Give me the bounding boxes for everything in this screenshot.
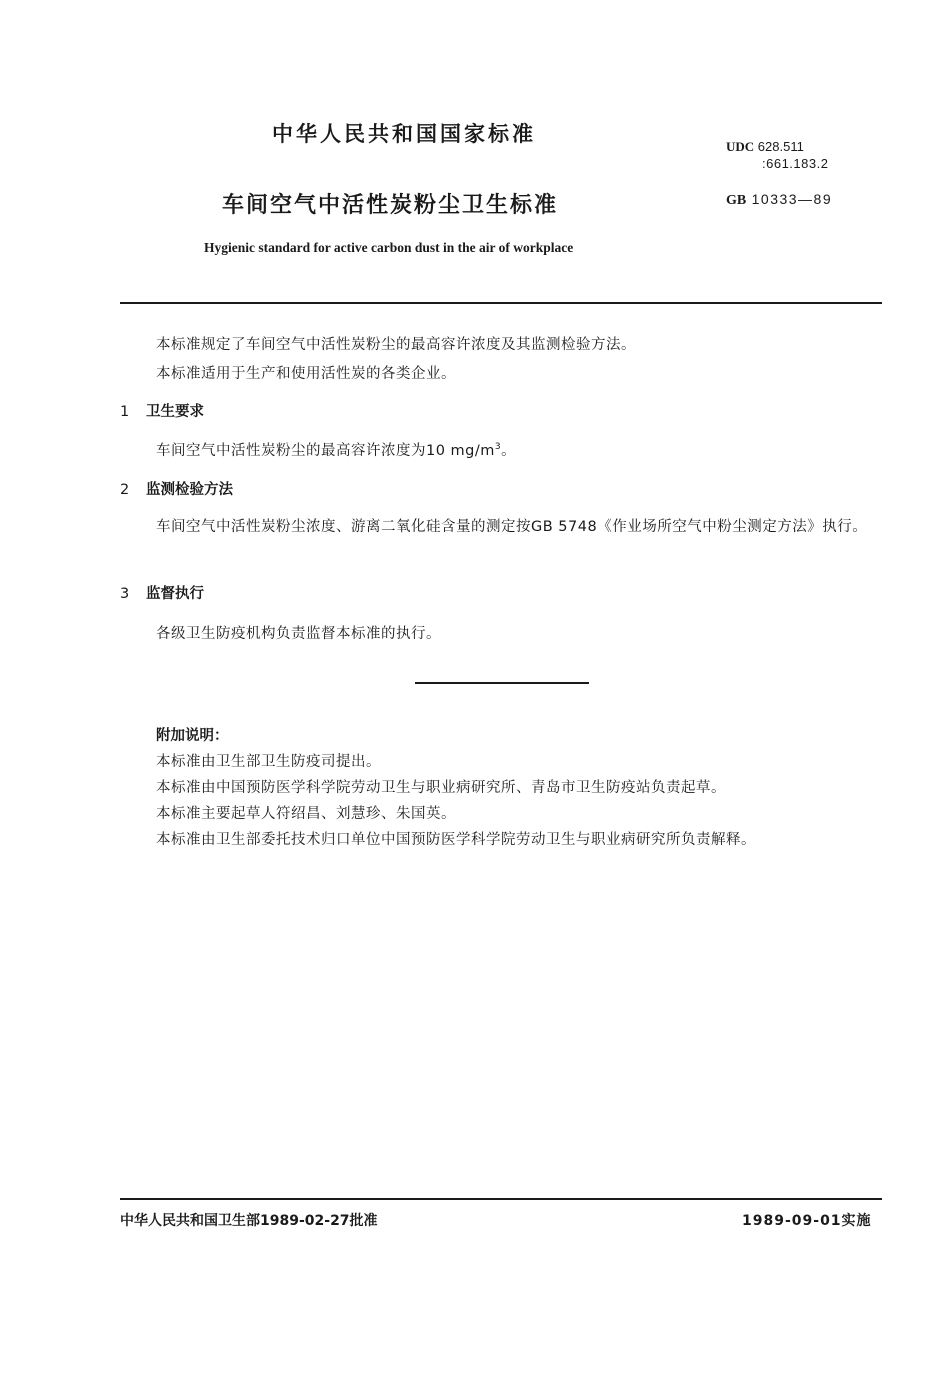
section-title: 卫生要求 — [146, 404, 204, 420]
udc-label: UDC — [726, 139, 755, 154]
section-heading-2 — [120, 478, 233, 499]
approval-date: 中华人民共和国卫生部1989-02-27批准 — [120, 1213, 378, 1229]
section-title: 监督执行 — [146, 586, 204, 602]
section-title: 监测检验方法 — [146, 482, 233, 498]
unit-superscript: 3 — [494, 442, 502, 453]
section-number: 1 — [120, 404, 130, 420]
implementation-date: 1989-09-01实施 — [742, 1213, 872, 1229]
notes-line-1: 本标准由卫生部卫生防疫司提出。 — [156, 754, 381, 770]
document-title-english: Hygienic standard for active carbon dust in the air of workplace — [204, 240, 574, 255]
udc-code — [726, 138, 828, 172]
section-2-text: 车间空气中活性炭粉尘浓度、游离二氧化硅含量的测定按GB 5748《作业场所空气中粉尘测定方法》执行。 — [156, 519, 868, 535]
gb-code — [726, 191, 832, 209]
section-1-text — [156, 439, 516, 460]
section-number: 2 — [120, 482, 130, 498]
notes-line-2: 本标准由中国预防医学科学院劳动卫生与职业病研究所、青岛市卫生防疫站负责起草。 — [156, 780, 726, 796]
section-heading-1 — [120, 400, 204, 421]
document-title: 车间空气中活性炭粉尘卫生标准 — [222, 193, 559, 218]
section-number: 3 — [120, 586, 130, 602]
section-3-text: 各级卫生防疫机构负责监督本标准的执行。 — [156, 626, 441, 642]
gb-label: GB — [726, 193, 747, 208]
section-1-suffix: 。 — [501, 443, 517, 459]
intro-paragraph-2: 本标准适用于生产和使用活性炭的各类企业。 — [156, 366, 456, 382]
notes-title: 附加说明： — [156, 728, 229, 744]
udc-line-1: 628.511 — [757, 139, 804, 154]
gb-number: 10333—89 — [751, 191, 833, 207]
notes-line-4: 本标准由卫生部委托技术归口单位中国预防医学科学院劳动卫生与职业病研究所负责解释。 — [156, 832, 756, 848]
section-divider — [415, 682, 589, 684]
intro-paragraph-1: 本标准规定了车间空气中活性炭粉尘的最高容许浓度及其监测检验方法。 — [156, 337, 636, 353]
section-1-body: 车间空气中活性炭粉尘的最高容许浓度为10 mg/m — [156, 443, 495, 459]
national-standard-heading: 中华人民共和国国家标准 — [272, 122, 536, 146]
section-heading-3 — [120, 582, 204, 603]
header-divider — [120, 302, 882, 304]
footer-divider — [120, 1198, 882, 1200]
notes-line-3: 本标准主要起草人符绍昌、刘慧珍、朱国英。 — [156, 806, 456, 822]
udc-line-2: :661.183.2 — [762, 156, 829, 171]
